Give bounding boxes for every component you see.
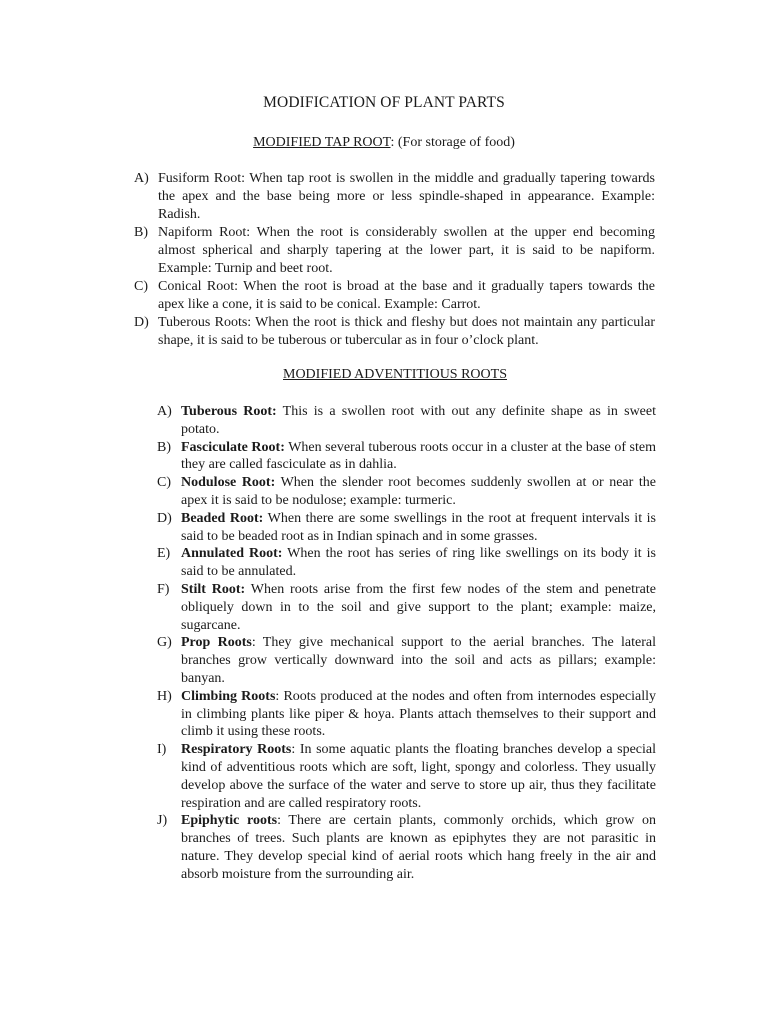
root-description: This is a swollen root with out any definite shape as in sweet potato. bbox=[181, 404, 656, 437]
list-marker: G) bbox=[157, 635, 172, 651]
root-description: When the root has series of ring like swellings on its body it is said to be annulated. bbox=[181, 546, 656, 580]
root-term: Respiratory Roots bbox=[181, 742, 292, 758]
list-item bbox=[157, 403, 656, 439]
list-item-text bbox=[181, 474, 656, 510]
list-item bbox=[157, 741, 656, 812]
list-marker: D) bbox=[134, 315, 149, 330]
list-item bbox=[157, 581, 656, 634]
tap-root-heading bbox=[0, 135, 768, 151]
list-item-text bbox=[181, 581, 656, 634]
list-item bbox=[157, 439, 656, 475]
tap-root-heading-label: MODIFIED TAP ROOT bbox=[253, 135, 391, 150]
list-marker: C) bbox=[157, 475, 171, 491]
root-description: When there are some swellings in the root at frequent intervals it is said to be beaded root as in Indian spinach and in some grasses. bbox=[181, 510, 656, 544]
list-item bbox=[134, 170, 655, 224]
list-item-text bbox=[181, 741, 656, 812]
list-item-text: Conical Root: When the root is broad at the base and it gradually tapers towards the apex like a cone, it is said to be conical. Example: Carrot. bbox=[158, 279, 655, 312]
list-marker: C) bbox=[134, 279, 148, 294]
list-item-text bbox=[181, 439, 656, 475]
adventitious-roots-list bbox=[157, 403, 656, 884]
list-marker: F) bbox=[157, 581, 170, 597]
list-item-text: Napiform Root: When the root is considerably swollen at the upper end becoming almost spherical and sharply tapering at the lower part, it is said to be napiform. Example: Turnip and beet root. bbox=[158, 225, 655, 276]
root-term: Prop Roots bbox=[181, 635, 252, 651]
root-description: : Roots produced at the nodes and often from internodes especially in climbing plants like piper & hoya. Plants attach themselves to their support and climb it using these roots. bbox=[181, 688, 657, 740]
list-item bbox=[157, 474, 656, 510]
root-description: : They give mechanical support to the aerial branches. The lateral branches grow vertically downward into the soil and acts as pillars; example: banyan. bbox=[181, 635, 656, 686]
list-item-text bbox=[181, 634, 656, 687]
list-marker: H) bbox=[157, 688, 172, 704]
list-marker: I) bbox=[157, 742, 167, 758]
list-item-text bbox=[181, 403, 656, 439]
list-marker: A) bbox=[134, 171, 149, 186]
list-item-text bbox=[181, 812, 656, 883]
tap-root-heading-suffix: : (For storage of food) bbox=[390, 135, 515, 150]
root-description: When roots arise from the first few nodes of the stem and penetrate obliquely down in to the soil and give support to the plant; example: maize, sugarcane. bbox=[181, 581, 656, 633]
list-item bbox=[157, 634, 656, 687]
list-item bbox=[157, 545, 656, 581]
root-term: Climbing Roots bbox=[181, 688, 276, 704]
list-item bbox=[157, 510, 656, 546]
root-term: Annulated Root: bbox=[181, 546, 283, 562]
root-description: When the slender root becomes suddenly swollen at or near the apex it is said to be nodulose; example: turmeric. bbox=[181, 475, 656, 508]
root-term: Fasciculate Root: bbox=[181, 439, 285, 455]
list-item-text: Tuberous Roots: When the root is thick and fleshy but does not maintain any particular shape, it is said to be tuberous or tubercular as in four o’clock plant. bbox=[158, 315, 655, 348]
list-item bbox=[134, 278, 655, 314]
list-item-text bbox=[181, 688, 656, 741]
list-item bbox=[157, 688, 656, 741]
list-item-text bbox=[181, 545, 656, 581]
root-term: Nodulose Root: bbox=[181, 475, 276, 491]
list-marker: B) bbox=[157, 439, 171, 455]
tap-root-list bbox=[134, 170, 655, 350]
root-description: When several tuberous roots occur in a cluster at the base of stem they are called fasciculate as in dahlia. bbox=[181, 439, 656, 473]
root-description: : There are certain plants, commonly orchids, which grow on branches of trees. Such plants are known as epiphytes they are not parasitic in nature. They develop special kind of aerial roots which hang freely in the air and absorb moisture from the surrounding air. bbox=[181, 813, 656, 882]
list-marker: J) bbox=[157, 813, 168, 829]
list-item bbox=[157, 812, 656, 883]
list-item-text bbox=[181, 510, 656, 546]
list-item bbox=[134, 314, 655, 350]
list-marker: E) bbox=[157, 546, 171, 562]
root-term: Beaded Root: bbox=[181, 510, 264, 526]
root-term: Stilt Root: bbox=[181, 581, 246, 597]
page-title: MODIFICATION OF PLANT PARTS bbox=[263, 94, 505, 111]
list-marker: B) bbox=[134, 225, 148, 240]
list-marker: A) bbox=[157, 404, 172, 419]
root-description: : In some aquatic plants the floating branches develop a special kind of adventitious roots which are soft, light, spongy and colorless. They usually develop above the surface of the water and serve to store up air, thus they facilitate respiration and are called respiratory roots. bbox=[181, 742, 656, 811]
root-term: Epiphytic roots bbox=[181, 813, 278, 829]
adventitious-roots-heading: MODIFIED ADVENTITIOUS ROOTS bbox=[283, 367, 507, 382]
root-term: Tuberous Root: bbox=[181, 404, 277, 419]
list-item bbox=[134, 224, 655, 278]
list-marker: D) bbox=[157, 510, 172, 526]
list-item-text: Fusiform Root: When tap root is swollen in the middle and gradually tapering towards the apex and the base being more or less spindle-shaped in appearance. Example: Radish. bbox=[158, 171, 655, 222]
